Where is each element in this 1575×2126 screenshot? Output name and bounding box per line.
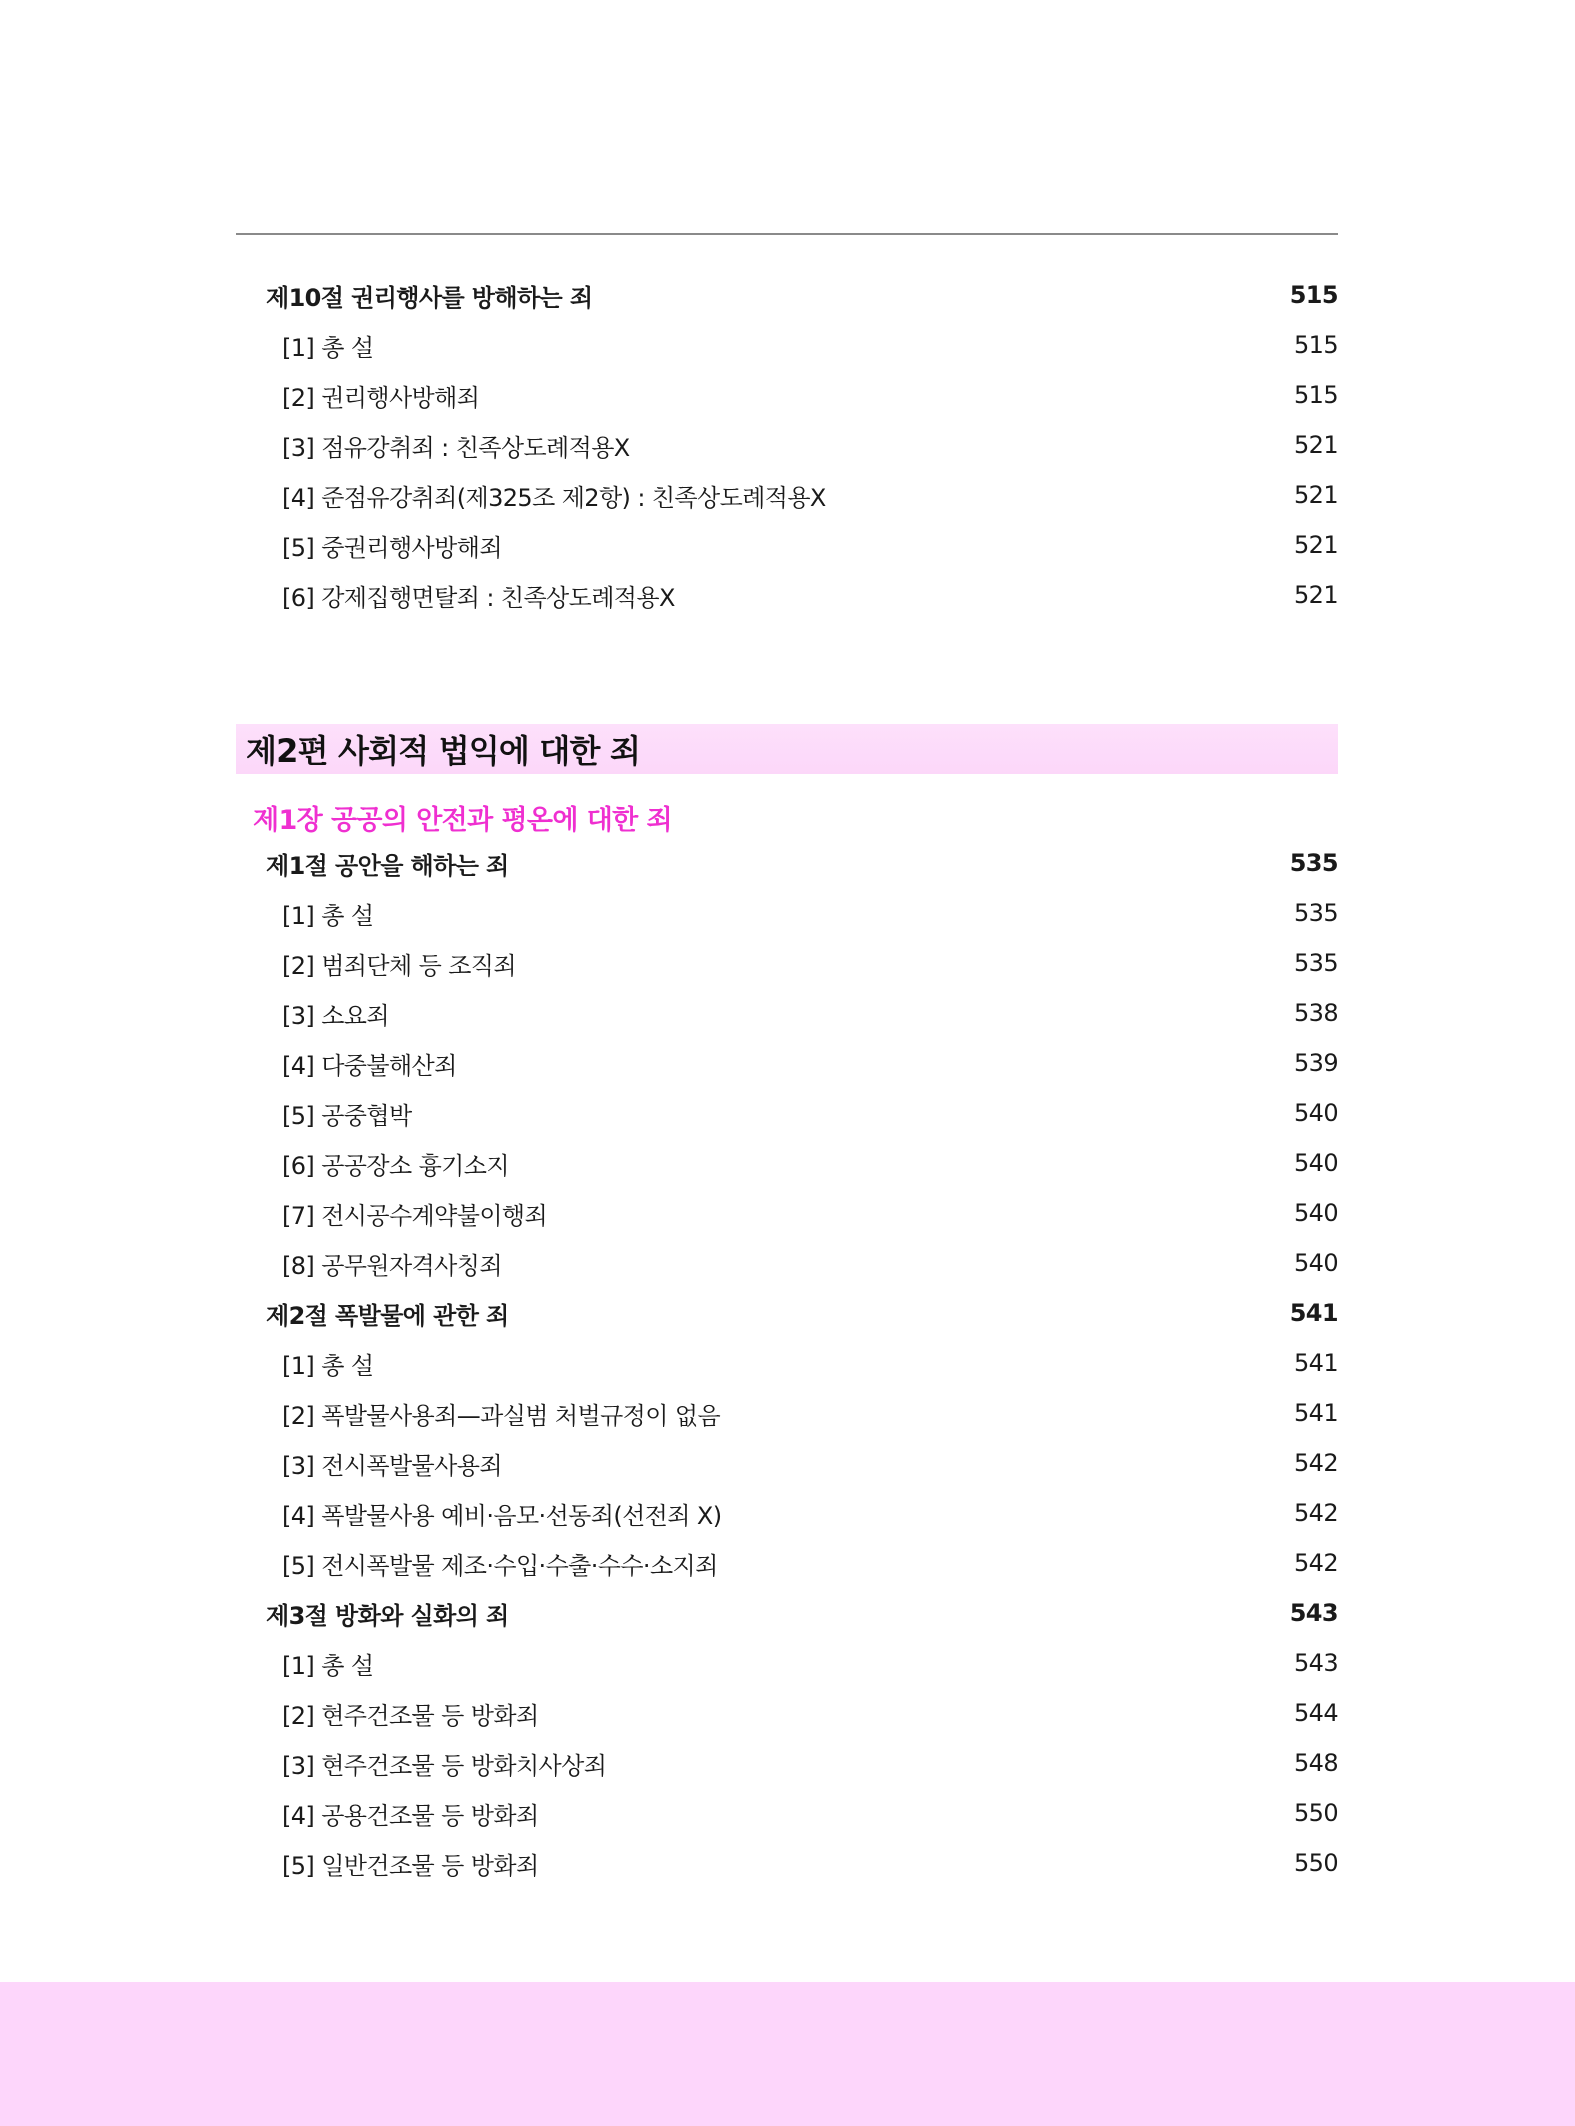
toc-item[interactable] [236,570,1338,620]
toc-page-number: 544 [1293,1699,1338,1727]
toc-page-number: 543 [1293,1649,1338,1677]
toc-item-label: [5] 중권리행사방해죄 [282,533,502,562]
toc-section-2[interactable] [236,1288,1338,1338]
toc-page-number: 550 [1293,1849,1338,1877]
toc-page-number: 539 [1293,1049,1338,1077]
toc-item[interactable] [236,320,1338,370]
toc-item-label: [4] 공용건조물 등 방화죄 [282,1801,539,1830]
toc-page-number: 521 [1293,481,1338,509]
toc-page-number: 548 [1293,1749,1338,1777]
toc-item-label: [2] 현주건조물 등 방화죄 [282,1701,539,1730]
toc-page-number: 521 [1293,581,1338,609]
toc-item-label: [5] 공중협박 [282,1101,412,1130]
toc-page-number: 540 [1293,1099,1338,1127]
toc-item-label: [3] 소요죄 [282,1001,389,1030]
toc-page-number: 515 [1289,281,1338,309]
toc-item-label: [1] 총 설 [282,333,374,362]
toc-page-number: 540 [1293,1149,1338,1177]
toc-page-number: 535 [1293,899,1338,927]
toc-item[interactable] [236,1338,1338,1388]
toc-item-label: [3] 점유강취죄 : 친족상도례적용X [282,433,630,462]
toc-page-number: 521 [1293,431,1338,459]
toc-item[interactable] [236,470,1338,520]
toc-item[interactable] [236,1088,1338,1138]
toc-page-number: 541 [1293,1399,1338,1427]
toc-page-number: 535 [1293,949,1338,977]
toc-page-number: 515 [1293,331,1338,359]
toc-item-label: [1] 총 설 [282,1651,374,1680]
toc-page-number: 550 [1293,1799,1338,1827]
toc-item-label: [5] 전시폭발물 제조·수입·수출·수수·소지죄 [282,1551,718,1580]
toc-item-label: [1] 총 설 [282,901,374,930]
toc-item[interactable] [236,1138,1338,1188]
toc-item[interactable] [236,1038,1338,1088]
toc-item-label: [5] 일반건조물 등 방화죄 [282,1851,539,1880]
toc-section-1[interactable] [236,838,1338,888]
part-header [236,724,1338,774]
toc-item[interactable] [236,988,1338,1038]
toc-item[interactable] [236,1488,1338,1538]
toc-item-label: [2] 폭발물사용죄—과실범 처벌규정이 없음 [282,1401,721,1430]
toc-item[interactable] [236,1738,1338,1788]
toc-item-label: [6] 공공장소 흉기소지 [282,1151,509,1180]
toc-page-number: 543 [1289,1599,1338,1627]
toc-section-title: 제10절 권리행사를 방해하는 죄 [266,283,593,312]
toc-page-number: 515 [1293,381,1338,409]
toc-item[interactable] [236,1388,1338,1438]
toc-item[interactable] [236,520,1338,570]
toc-page-number: 538 [1293,999,1338,1027]
toc-section-3[interactable] [236,1588,1338,1638]
toc-item-label: [2] 권리행사방해죄 [282,383,480,412]
part-title: 제2편 사회적 법익에 대한 죄 [246,732,641,770]
chapter-title[interactable]: 제1장 공공의 안전과 평온에 대한 죄 [253,804,672,836]
toc-page-number: 521 [1293,531,1338,559]
toc-item[interactable] [236,938,1338,988]
toc-item[interactable] [236,420,1338,470]
toc-item-label: [3] 전시폭발물사용죄 [282,1451,502,1480]
toc-item-label: [4] 폭발물사용 예비·음모·선동죄(선전죄 X) [282,1501,722,1530]
top-divider [236,233,1338,235]
toc-page-number: 540 [1293,1249,1338,1277]
toc-item[interactable] [236,370,1338,420]
toc-page-number: 542 [1293,1499,1338,1527]
toc-item-label: [4] 준점유강취죄(제325조 제2항) : 친족상도례적용X [282,483,826,512]
toc-item-label: [7] 전시공수계약불이행죄 [282,1201,548,1230]
toc-page-number: 542 [1293,1549,1338,1577]
toc-section-10[interactable] [236,270,1338,320]
toc-page-number: 535 [1289,849,1338,877]
toc-item[interactable] [236,1438,1338,1488]
toc-page-number: 541 [1289,1299,1338,1327]
toc-item[interactable] [236,1788,1338,1838]
toc-item[interactable] [236,1538,1338,1588]
toc-item-label: [6] 강제집행면탈죄 : 친족상도례적용X [282,583,675,612]
toc-page-number: 540 [1293,1199,1338,1227]
toc-item[interactable] [236,1188,1338,1238]
toc-section-title: 제1절 공안을 해하는 죄 [266,851,509,880]
toc-section-title: 제3절 방화와 실화의 죄 [266,1601,509,1630]
toc-section-title: 제2절 폭발물에 관한 죄 [266,1301,509,1330]
bottom-decorative-band [0,1982,1575,2126]
toc-item-label: [3] 현주건조물 등 방화치사상죄 [282,1751,607,1780]
toc-item[interactable] [236,888,1338,938]
toc-item-label: [1] 총 설 [282,1351,374,1380]
toc-item[interactable] [236,1838,1338,1888]
toc-item-label: [8] 공무원자격사칭죄 [282,1251,502,1280]
toc-item-label: [4] 다중불해산죄 [282,1051,457,1080]
toc-item-label: [2] 범죄단체 등 조직죄 [282,951,516,980]
toc-page-number: 542 [1293,1449,1338,1477]
toc-item[interactable] [236,1688,1338,1738]
toc-page-number: 541 [1293,1349,1338,1377]
toc-item[interactable] [236,1238,1338,1288]
toc-item[interactable] [236,1638,1338,1688]
